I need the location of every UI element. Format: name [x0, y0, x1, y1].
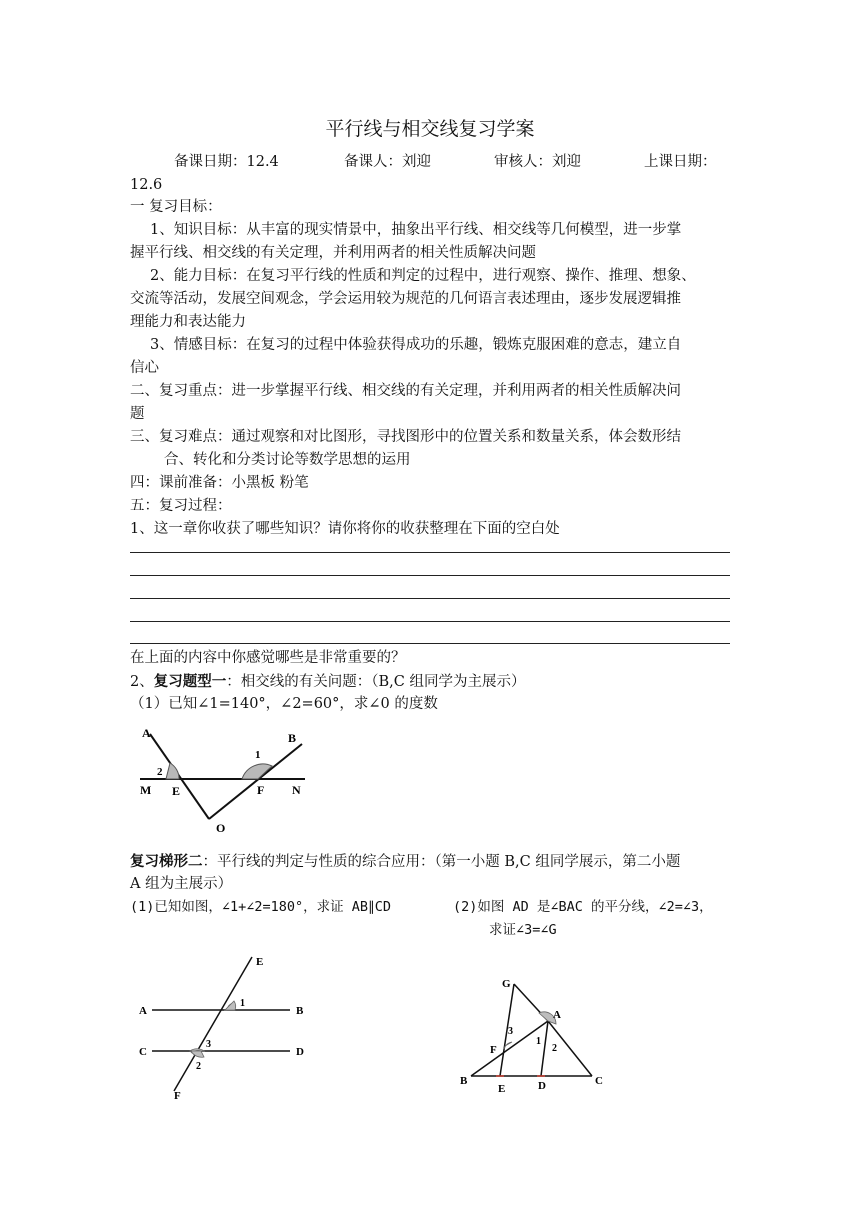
fig1-label-A: A: [142, 726, 151, 740]
fig2-label-E: E: [256, 956, 264, 968]
process-heading: 五：复习过程：: [130, 498, 232, 514]
fig2-angle-2: 2: [196, 1061, 201, 1072]
type-2-rest: ：平行线的判定与性质的综合应用：（第一小题 B,C 组同学展示，第二小题: [202, 854, 681, 870]
fig1-label-O: O: [216, 821, 226, 835]
goal-ability-line2: 交流等活动，发展空间观念，学会运用较为规范的几何语言表述理由，逐步发展逻辑推: [130, 291, 681, 307]
fig2-angle-3: 3: [206, 1039, 211, 1050]
prep-date: 备课日期：12.4: [174, 154, 279, 170]
type-2-bold: 复习梯形二: [130, 853, 203, 870]
fig2-label-A: A: [139, 1005, 147, 1017]
goal-emotion-line1: 3、情感目标：在复习的过程中体验获得成功的乐趣，锻炼克服困难的意志，建立自: [150, 337, 682, 353]
page-title: 平行线与相交线复习学案: [325, 118, 535, 140]
fig1-label-B: B: [288, 731, 297, 745]
key-points-line2: 题: [130, 406, 145, 422]
section-goals-heading: 一 复习目标：: [130, 199, 222, 215]
fig3-label-F: F: [490, 1044, 497, 1056]
goal-knowledge-line1: 1、知识目标：从丰富的现实情景中，抽象出平行线、相交线等几何模型，进一步掌: [150, 222, 682, 238]
fig3-label-B: B: [460, 1075, 468, 1087]
answer-line-5[interactable]: [130, 643, 730, 644]
answer-line-3[interactable]: [130, 598, 730, 599]
class-date-value: 12.6: [130, 177, 163, 193]
difficulties-line2: 合、转化和分类讨论等数学思想的运用: [164, 452, 411, 468]
answer-line-2[interactable]: [130, 575, 730, 576]
type-2-problem-1: (1)已知如图，∠1+∠2=180°，求证 AB∥CD: [130, 899, 392, 915]
type-1-problem: （1）已知∠1=140°，∠2=60°，求∠0 的度数: [130, 696, 438, 712]
answer-line-1[interactable]: [130, 552, 730, 553]
answer-line-4[interactable]: [130, 621, 730, 622]
type-1-rest: ：相交线的有关问题：（B,C 组同学为主展示）: [226, 674, 526, 690]
fig1-label-M: M: [140, 783, 152, 797]
reviewer: 审核人：刘迎: [494, 154, 581, 170]
goal-ability-line3: 理能力和表达能力: [130, 314, 246, 330]
fig3-label-G: G: [502, 978, 511, 990]
preparer: 备课人：刘迎: [344, 154, 431, 170]
fig2-angle-1: 1: [240, 998, 245, 1009]
fig3-label-D: D: [538, 1080, 546, 1092]
fig1-angle-2: 2: [157, 766, 163, 778]
fig1-label-N: N: [292, 783, 301, 797]
fig2-label-F: F: [174, 1090, 181, 1102]
fig3-angle-2: 2: [552, 1043, 557, 1054]
figure-triangle-bisector: [452, 972, 622, 1097]
type-2-problem-2-line1: (2)如图 AD 是∠BAC 的平分线，∠2=∠3，: [453, 899, 713, 915]
fig3-label-E: E: [498, 1083, 506, 1095]
fig3-angle-3: 3: [508, 1026, 513, 1037]
class-date-label: 上课日期：: [644, 154, 717, 170]
fig2-label-D: D: [296, 1046, 304, 1058]
question-1: 1、这一章你收获了哪些知识？请你将你的收获整理在下面的空白处: [130, 521, 560, 537]
goal-emotion-line2: 信心: [130, 360, 159, 376]
fig3-label-C: C: [595, 1075, 603, 1087]
fig3-label-A: A: [553, 1009, 561, 1021]
fig1-angle-1: 1: [255, 749, 261, 761]
preparation: 四：课前准备：小黑板 粉笔: [130, 475, 309, 491]
type-1-bold: 复习题型一: [153, 673, 227, 690]
fig1-label-F: F: [257, 783, 265, 797]
fig1-label-E: E: [172, 784, 181, 798]
figure-intersecting-lines: [130, 722, 320, 837]
figure-parallel-lines: [130, 953, 320, 1103]
goal-ability-line1: 2、能力目标：在复习平行线的性质和判定的过程中，进行观察、操作、推理、想象、: [150, 268, 696, 284]
fig2-label-B: B: [296, 1005, 304, 1017]
key-points-line1: 二、复习重点：进一步掌握平行线、相交线的有关定理，并利用两者的相关性质解决问: [130, 383, 681, 399]
type-2-problem-2-line2: 求证∠3=∠G: [489, 922, 557, 938]
type-1-heading: [130, 670, 525, 694]
type-2-line2: A 组为主展示）: [130, 876, 233, 892]
difficulties-line1: 三、复习难点：通过观察和对比图形，寻找图形中的位置关系和数量关系，体会数形结: [130, 429, 681, 445]
type-1-prefix: 2、: [130, 674, 154, 690]
fig3-angle-1: 1: [536, 1036, 541, 1047]
type-2-heading: [130, 850, 680, 874]
fig2-label-C: C: [139, 1046, 147, 1058]
goal-knowledge-line2: 握平行线、相交线的有关定理，并利用两者的相关性质解决问题: [130, 245, 536, 261]
question-1-followup: 在上面的内容中你感觉哪些是非常重要的？: [130, 650, 406, 666]
